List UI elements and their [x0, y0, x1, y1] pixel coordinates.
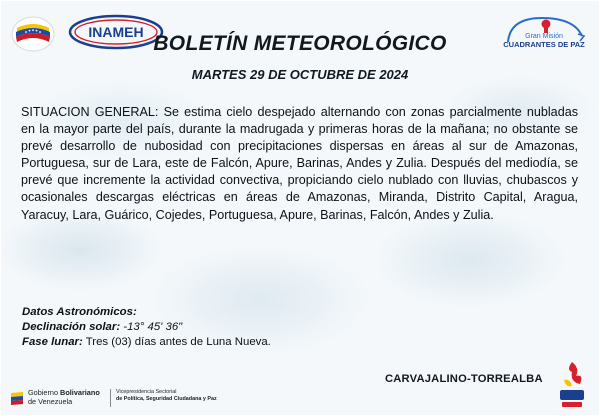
- government-name: [28, 389, 100, 406]
- declination-label: Declinación solar:: [22, 321, 121, 333]
- moon-phase-label: Fase lunar:: [22, 336, 83, 348]
- government-footer: [10, 387, 240, 411]
- vice-presidency: [116, 389, 217, 403]
- astronomical-heading: Datos Astronómicos:: [22, 306, 137, 318]
- forecaster-signature: CARVAJALINO-TORREALBA: [385, 373, 543, 385]
- bulletin-date: MARTES 29 DE OCTUBRE DE 2024: [191, 67, 409, 82]
- vice-line2: de Política, Seguridad Ciudadana y Paz: [116, 396, 217, 402]
- declination-value: -13° 45' 36": [123, 321, 183, 333]
- astronomical-data: [22, 305, 271, 350]
- cuadrantes-logo-line1: Gran Misión: [525, 33, 563, 40]
- general-situation-text: SITUACION GENERAL: Se estima cielo despejado alternando con zonas parcialmente nubladas en la mayor parte del país, durante la madrugada y primeras horas de la mañana; no obstante se prevé desarrollo de nubosidad con precipitaciones dispersas en áreas al sur de Amazonas, Portuguesa, sur de Lara, este de Falcón, Apure, Barinas, Andes y Zulia. Después del mediodía, se prevé que incremente la actividad convectiva, propiciando cielo nublado con lluvias, chubascos y ocasionales descargas eléctricas en áreas de Amazonas, Miranda, Distrito Capital, Aragua, Yaracuy, Lara, Guárico, Cojedes, Portuguesa, Apure, Barinas, Falcón, Andes y Zulia.: [21, 105, 578, 222]
- cuadrantes-logo-line2: CUADRANTES DE PAZ: [503, 40, 585, 49]
- bicentenary-emblem-icon: [556, 360, 588, 410]
- gov-line2: de Venezuela: [28, 396, 73, 406]
- government-flag-icon: [10, 391, 24, 405]
- inameh-logo-text: INAMEH: [88, 24, 144, 40]
- moon-phase-value: Tres (03) días antes de Luna Nueva.: [85, 336, 271, 348]
- vice-line1: Vicepresidencia Sectorial: [116, 389, 177, 395]
- gov-line1-bold: Bolivariano: [60, 388, 100, 397]
- page-title: BOLETÍN METEOROLÓGICO: [153, 32, 447, 55]
- footer-divider: [110, 389, 111, 407]
- gov-line1-prefix: Gobierno: [28, 388, 61, 397]
